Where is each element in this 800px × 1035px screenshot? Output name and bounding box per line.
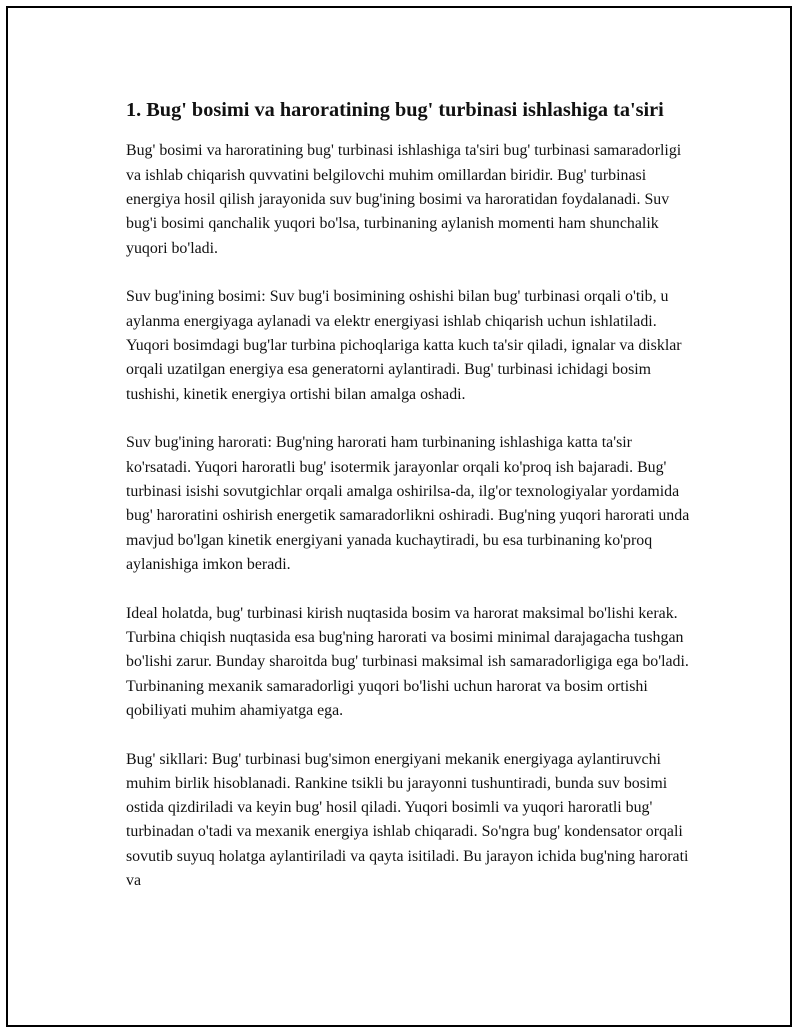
document-body <box>126 98 694 918</box>
paragraph-steam-temperature: Suv bug'ining harorati: Bug'ning harorati ham turbinaning ishlashiga katta ta'sir ko'rsatadi. Yuqori haroratli bug' isotermik jarayonlar orqali ko'proq ish bajaradi. Bug' turbinasi isishi sovutgichlar orqali amalga oshirilsa-da, ilg'or texnologiyalar yordamida bug' haroratini oshirish energetik samaradorlikni oshiradi. Bug'ning yuqori harorati unda mavjud bo'lgan kinetik energiyani yanada kuchaytiradi, bu esa turbinaning ko'proq aylanishiga imkon beradi. <box>126 434 690 573</box>
page-frame <box>6 6 792 1027</box>
paragraph-steam-cycles: Bug' sikllari: Bug' turbinasi bug'simon energiyani mekanik energiyaga aylantiruvchi muhim birlik hisoblanadi. Rankine tsikli bu jarayonni tushuntiradi, bunda suv bosimi ostida qizdiriladi va keyin bug' hosil qiladi. Yuqori bosimli va yuqori haroratli bug' turbinadan o'tadi va mexanik energiya ishlab chiqaradi. So'ngra bug' kondensator orqali sovutib suyuq holatga aylantiriladi va qayta isitiladi. Bu jarayon ichida bug'ning harorati va <box>126 750 689 890</box>
section-heading: 1. Bug' bosimi va haroratining bug' turbinasi ishlashiga ta'siri <box>126 99 664 121</box>
paragraph-steam-pressure: Suv bug'ining bosimi: Suv bug'i bosimining oshishi bilan bug' turbinasi orqali o'tib, u aylanma energiyaga aylanadi va elektr energiyasi ishlab chiqarish uchun ishlatiladi. Yuqori bosimdagi bug'lar turbina pichoqlariga katta kuch ta'sir qiladi, ignalar va disklar orqali uzatilgan energiya esa generatorni aylantiradi. Bug' turbinasi ichidagi bosim tushishi, kinetik energiya ortishi bilan amalga oshadi. <box>126 288 682 403</box>
paragraph-ideal-conditions: Ideal holatda, bug' turbinasi kirish nuqtasida bosim va harorat maksimal bo'lishi kerak. Turbina chiqish nuqtasida esa bug'ning harorati va bosimi minimal darajagacha tushgan bo'lishi zarur. Bunday sharoitda bug' turbinasi maksimal ish samaradorligiga ega bo'ladi. Turbinaning mexanik samaradorligi yuqori bo'lishi uchun harorat va bosim ortishi qobiliyati muhim ahamiyatga ega. <box>126 604 689 719</box>
paragraph-intro: Bug' bosimi va haroratining bug' turbinasi ishlashiga ta'siri bug' turbinasi samaradorligi va ishlab chiqarish quvvatini belgilovchi muhim omillardan biridir. Bug' turbinasi energiya hosil qilish jarayonida suv bug'ining bosimi va haroratidan foydalanadi. Suv bug'i bosimi qanchalik yuqori bo'lsa, turbinaning aylanish momenti ham shunchalik yuqori bo'ladi. <box>126 142 682 257</box>
